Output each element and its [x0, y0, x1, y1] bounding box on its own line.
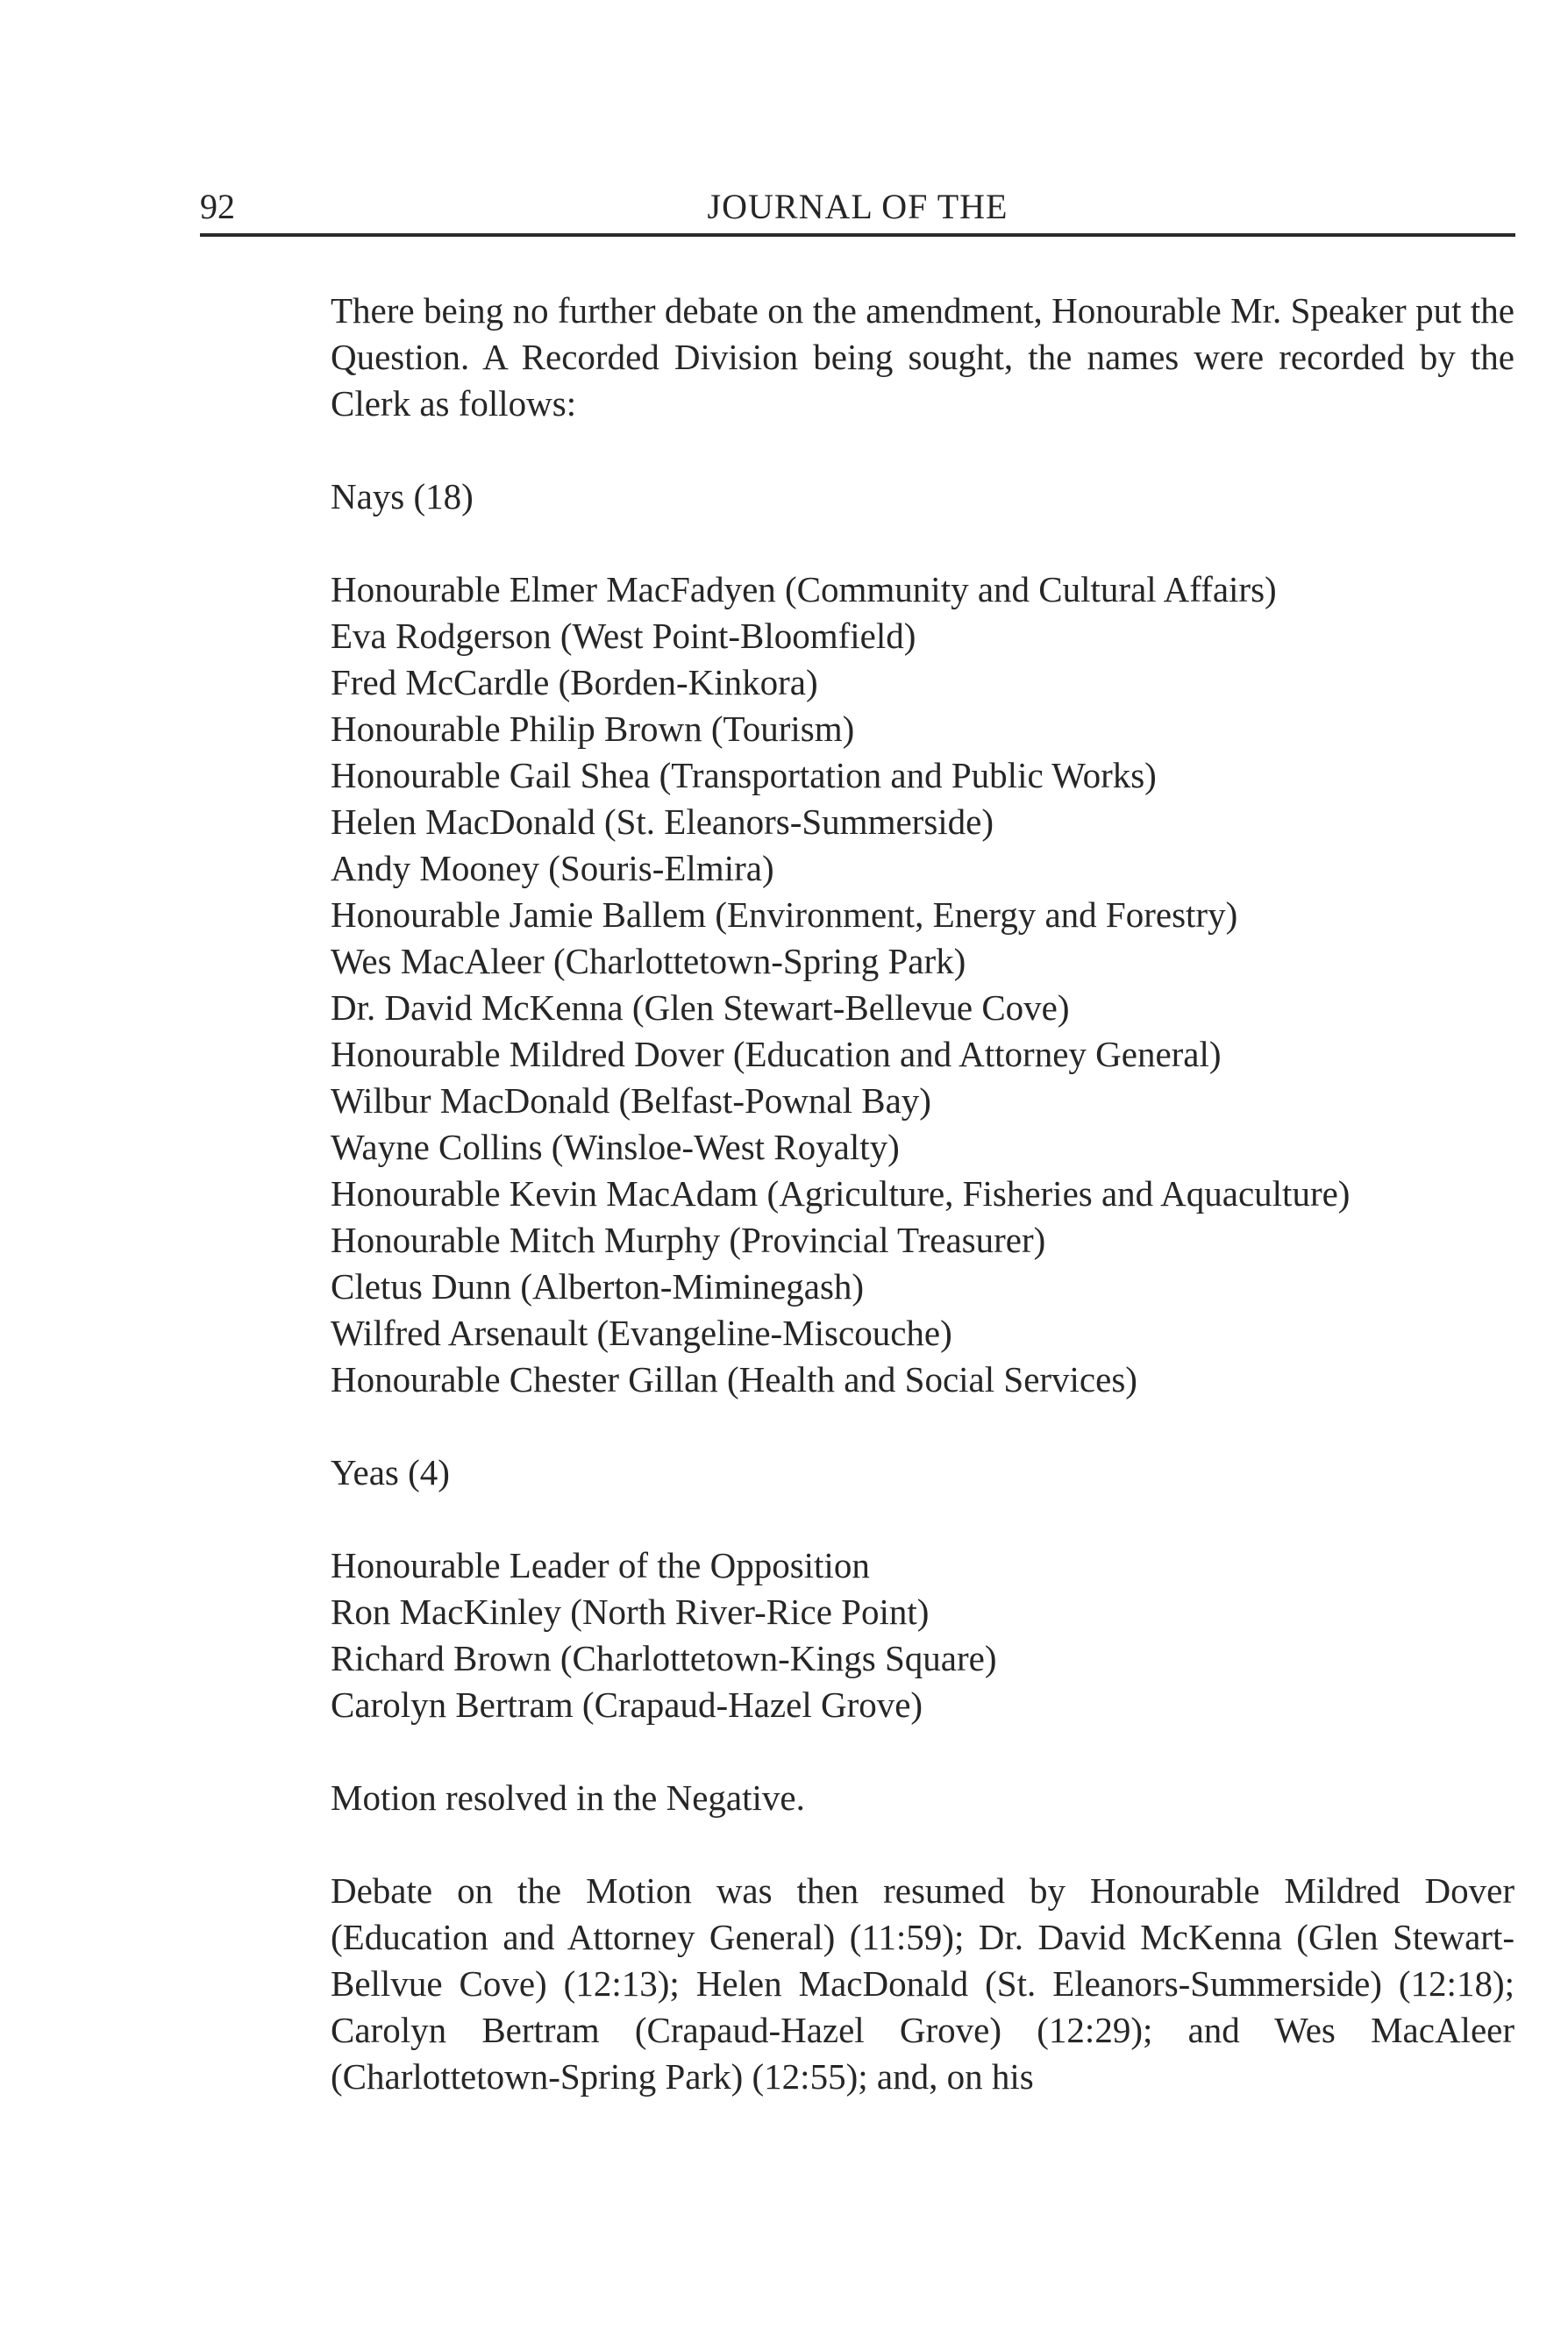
running-title: JOURNAL OF THE: [707, 187, 1009, 226]
yea-member: Carolyn Bertram (Crapaud-Hazel Grove): [331, 1684, 923, 1725]
yea-member: Ron MacKinley (North River-Rice Point): [331, 1592, 930, 1632]
yeas-heading: Yeas (4): [331, 1452, 450, 1492]
nay-member: Dr. David McKenna (Glen Stewart-Bellevue Cove): [331, 987, 1070, 1028]
nay-member: Honourable Kevin MacAdam (Agriculture, Fisheries and Aquaculture): [331, 1173, 1351, 1214]
intro-paragraph: There being no further debate on the amendment, Honourable Mr. Speaker put the Question. A Recorded Division being sought, the names were recorded by the Clerk as follows:: [331, 290, 1515, 424]
nay-member: Honourable Philip Brown (Tourism): [331, 709, 855, 749]
nay-member: Honourable Elmer MacFadyen (Community and Cultural Affairs): [331, 569, 1277, 609]
spacer: [331, 1403, 1515, 1449]
page-body: [331, 288, 1515, 2100]
nay-member: Honourable Chester Gillan (Health and Social Services): [331, 1359, 1137, 1399]
nay-member: Honourable Mitch Murphy (Provincial Treasurer): [331, 1220, 1046, 1260]
nay-member: Andy Mooney (Souris-Elmira): [331, 848, 774, 888]
yea-member: Richard Brown (Charlottetown-Kings Square): [331, 1638, 997, 1678]
nay-member: Helen MacDonald (St. Eleanors-Summerside): [331, 801, 994, 842]
page-header: [200, 184, 1515, 237]
nay-member: Honourable Mildred Dover (Education and Attorney General): [331, 1034, 1222, 1074]
nay-member: Fred McCardle (Borden-Kinkora): [331, 662, 818, 702]
page-number: 92: [200, 187, 235, 226]
spacer: [331, 427, 1515, 474]
nay-member: Honourable Gail Shea (Transportation and Public Works): [331, 755, 1157, 795]
spacer: [331, 1728, 1515, 1775]
nay-member: Wayne Collins (Winsloe-West Royalty): [331, 1127, 900, 1167]
nay-member: Wes MacAleer (Charlottetown-Spring Park): [331, 941, 966, 981]
spacer: [331, 520, 1515, 566]
spacer: [331, 1821, 1515, 1868]
nay-member: Wilbur MacDonald (Belfast-Pownal Bay): [331, 1080, 931, 1121]
nay-member: Eva Rodgerson (West Point-Bloomfield): [331, 616, 916, 656]
debate-paragraph: Debate on the Motion was then resumed by Honourable Mildred Dover (Education and Attorney General) (11:59); Dr. David McKenna (Glen Stewart-Bellvue Cove) (12:13); Helen MacDonald (St. Eleanors-Summerside) (12:18); Carolyn Bertram (Crapaud-Hazel Grove) (12:29); and Wes MacAleer (Charlottetown-Spring Park) (12:55); and, on his: [331, 1870, 1515, 2097]
nay-member: Cletus Dunn (Alberton-Miminegash): [331, 1266, 865, 1307]
spacer: [331, 1496, 1515, 1542]
nay-member: Wilfred Arsenault (Evangeline-Miscouche): [331, 1313, 952, 1353]
yeas-list: [331, 1542, 1515, 1728]
motion-result: Motion resolved in the Negative.: [331, 1777, 805, 1818]
yea-member: Honourable Leader of the Opposition: [331, 1545, 870, 1585]
nays-list: [331, 566, 1515, 1403]
nays-heading: Nays (18): [331, 476, 474, 516]
nay-member: Honourable Jamie Ballem (Environment, Energy and Forestry): [331, 894, 1238, 935]
